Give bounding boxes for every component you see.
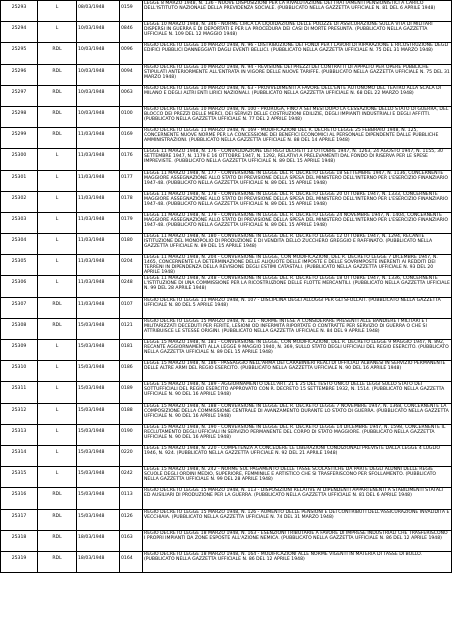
table-row	[1, 403, 452, 424]
row-number-cell: 25316	[1, 488, 38, 509]
row-number-cell: 25310	[1, 361, 38, 382]
act-type-cell: L	[38, 191, 77, 212]
act-number-cell: 0220	[120, 445, 143, 466]
act-date-cell: 10/03/1948	[77, 64, 120, 85]
act-number-cell: 0179	[120, 212, 143, 233]
act-type-cell: RDL	[38, 551, 77, 572]
act-number-cell: 0096	[120, 43, 143, 64]
act-date-cell: 11/03/1948	[77, 170, 120, 191]
row-number-cell: 25297	[1, 85, 38, 106]
row-number-cell: 25306	[1, 276, 38, 297]
row-number-cell: 25301	[1, 170, 38, 191]
row-number-cell: 25314	[1, 445, 38, 466]
table-row	[1, 43, 452, 64]
act-date-cell: 18/03/1948	[77, 530, 120, 551]
act-description-cell: REGIO DECRETO LEGGE 11 MARZO 1948, N. 169 - MODIFICAZIONI DEL R. DECRETO LEGGE 25 FEBBRAIO 1948, N. 125, CONCERNENTE NUOVE NORME PER LA CONCESSIONE DEI BENEFICI ECONOMICI AL PERSONALE DIPENDENTE DALLE PUBBLICHE AMMINISTRAZIONI. (PUBBLICATO NELLA GAZZETTA UFFICIALE N. 88 DEL 14 APRILE 1948)	[143, 128, 452, 149]
act-date-cell: 11/03/1948	[77, 149, 120, 170]
act-type-cell: RDL	[38, 64, 77, 85]
act-date-cell: 08/03/1948	[77, 1, 120, 22]
row-number-cell: 25293	[1, 1, 38, 22]
act-number-cell: 0169	[120, 128, 143, 149]
act-description-cell: LEGGE 11 MARZO 1948, N. 179 - CONVERSIONE IN LEGGE DEL R. DECRETO LEGGE 24 NOVEMBRE 1947, N. 1404, CONCERNENTE MAGGIORE ASSEGNAZIONE ALLO STATO DI PREVISIONE DELLA SPESA DEL MINISTERO DELL'INTERNO PER L'ESERCIZIO FINANZIARIO 1947-48. (PUBBLICATO NELLA GAZZETTA UFFICIALE N. 89 DEL 15 APRILE 1948)	[143, 212, 452, 233]
act-type-cell: L	[38, 170, 77, 191]
row-number-cell: 25294	[1, 22, 38, 43]
act-description-cell: LEGGE 8 MARZO 1948, N. 136 - NUOVE DISPOSIZIONI PER LA RIVALUTAZIONE DEI TRATTAMENTI PENSIONISTICI A CARICO DELL'ISTITUTO NAZIONALE DELLA PREVIDENZA SOCIALE. (PUBBLICATO NELLA GAZZETTA UFFICIALE N. 81 DEL 6 APRILE 1948)	[143, 1, 452, 22]
table-body	[1, 1, 452, 573]
table-row	[1, 255, 452, 276]
row-number-cell: 25296	[1, 64, 38, 85]
act-description-cell: LEGGE 15 MARZO 1948, N. 186 - PASSAGGIO NELL'ARMA DEI CARABINIERI REALI DI UFFICIALI ALBANESI IN SERVIZIO PERMANENTE DELLE ALTRE ARMI DEL REGIO ESERCITO. (PUBBLICATO NELLA GAZZETTA UFFICIALE N. 90 DEL 16 APRILE 1948)	[143, 361, 452, 382]
act-date-cell: 11/03/1948	[77, 276, 120, 297]
table-row	[1, 551, 452, 572]
row-number-cell: 25300	[1, 149, 38, 170]
act-date-cell: 15/03/1948	[77, 382, 120, 403]
act-type-cell: L	[38, 149, 77, 170]
act-type-cell: L	[38, 212, 77, 233]
table-row	[1, 530, 452, 551]
table-row	[1, 509, 452, 530]
act-date-cell: 15/03/1948	[77, 340, 120, 361]
act-description-cell: LEGGE 11 MARZO 1948, N. 176 - CONVALIDAZIONE DEI REGI DECRETI 13 OTTOBRE 1947, N. 1263, 24 AGOSTO 1947, N. 1155, 30 SETTEMBRE 1947, N. 1179 E 16 OTTOBRE 1947, N. 1292, RELATIVI A PRELEVAMENTI DAL FONDO DI RISERVA PER LE SPESE IMPREVISTE. (PUBBLICATO NELLA GAZZETTA UFFICIALE N. 89 DEL 15 APRILE 1948)	[143, 149, 452, 170]
table-row	[1, 234, 452, 255]
act-type-cell: RDL	[38, 509, 77, 530]
act-description-cell: REGIO DECRETO LEGGE 15 MARZO 1948, N. 126 - AUMENTO DELLE PENSIONI E DEI CONTRIBUTI DELL'ASSICURAZIONE INVALIDITÀ E VECCHIAIA. (PUBBLICATO NELLA GAZZETTA UFFICIALE N. 74 DEL 31 MARZO 1948)	[143, 509, 452, 530]
act-number-cell: 0094	[120, 64, 143, 85]
table-row	[1, 64, 452, 85]
table-row	[1, 22, 452, 43]
act-date-cell: 11/03/1948	[77, 297, 120, 318]
act-number-cell: 0159	[120, 1, 143, 22]
act-date-cell: 15/03/1948	[77, 488, 120, 509]
act-type-cell: RDL	[38, 297, 77, 318]
row-number-cell: 25303	[1, 212, 38, 233]
act-description-cell: LEGGE 15 MARZO 1948, N. 189 - AGGIORNAMENTO DELL'ART. 21 E 25 DEL TESTO UNICO DELLE LEGGI SULLO STATO DEI SOTTUFFICIALI DEL REGIO ESERCITO APPROVATO CON R. DECRETO 15 SETTEMBRE 1932, N. 1514. (PUBBLICATO NELLA GAZZETTA UFFICIALE N. 90 DEL 16 APRILE 1948)	[143, 382, 452, 403]
table-row	[1, 1, 452, 22]
act-date-cell: 11/03/1948	[77, 212, 120, 233]
act-type-cell: RDL	[38, 106, 77, 127]
act-date-cell: 11/03/1948	[77, 234, 120, 255]
act-date-cell: 10/03/1948	[77, 22, 120, 43]
table-row	[1, 467, 452, 488]
act-date-cell: 18/03/1948	[77, 551, 120, 572]
act-type-cell: L	[38, 382, 77, 403]
act-date-cell: 15/03/1948	[77, 318, 120, 339]
act-date-cell: 15/03/1948	[77, 361, 120, 382]
row-number-cell: 25305	[1, 255, 38, 276]
table-row	[1, 318, 452, 339]
act-number-cell: 0163	[120, 530, 143, 551]
act-type-cell: RDL	[38, 128, 77, 149]
row-number-cell: 25318	[1, 530, 38, 551]
act-type-cell: L	[38, 424, 77, 445]
row-number-cell: 25304	[1, 234, 38, 255]
table-row	[1, 106, 452, 127]
table-row	[1, 85, 452, 106]
act-description-cell: REGIO DECRETO LEGGE 18 MARZO 1948, N. 163 - ESENZIONI TRIBUTARIE A FAVORE DI IMPRESE INDUSTRIALI CHE TRASFERISCONO I PROPRI IMPIANTI DA ZONE ESPOSTE ALL'AZIONE NEMICA. (PUBBLICATO NELLA GAZZETTA UFFICIALE N. 86 DEL 12 APRILE 1948)	[143, 530, 452, 551]
act-date-cell: 15/03/1948	[77, 424, 120, 445]
act-description-cell: REGIO DECRETO LEGGE 18 MARZO 1948, N. 164 - MODIFICAZIONI ALLE NORME VIGENTI IN MATERIA DI TASSE DI BOLLO. (PUBBLICATO NELLA GAZZETTA UFFICIALE N. 86 DEL 12 APRILE 1948)	[143, 551, 452, 572]
table-row	[1, 149, 452, 170]
act-description-cell: REGIO DECRETO LEGGE 11 MARZO 1948, N. 107 - DISCIPLINA DEGLI ALLOGGI PER GLI SFOLLATI. (PUBBLICATO NELLA GAZZETTA UFFICIALE N. 80 DEL 5 APRILE 1948)	[143, 297, 452, 318]
act-type-cell: L	[38, 361, 77, 382]
table-row	[1, 488, 452, 509]
act-number-cell: 0186	[120, 361, 143, 382]
act-number-cell: 0063	[120, 85, 143, 106]
act-type-cell: RDL	[38, 85, 77, 106]
act-number-cell: 0846	[120, 22, 143, 43]
act-type-cell: L	[38, 255, 77, 276]
act-description-cell: REGIO DECRETO LEGGE 10 MARZO 1948, N. 94 - REVISIONE DEI PREZZI DEI CONTRATTI DI APPALTO PER OPERE PUBBLICHE STIPULATI ANTERIORMENTE ALL'ENTRATA IN VIGORE DELLE NUOVE TARIFFE. (PUBBLICATO NELLA GAZZETTA UFFICIALE N. 75 DEL 31 MARZO 1948)	[143, 64, 452, 85]
act-type-cell: L	[38, 403, 77, 424]
act-number-cell: 0188	[120, 403, 143, 424]
act-number-cell: 0113	[120, 488, 143, 509]
row-number-cell: 25308	[1, 318, 38, 339]
act-type-cell: RDL	[38, 530, 77, 551]
act-number-cell: 0181	[120, 340, 143, 361]
row-number-cell: 25302	[1, 191, 38, 212]
act-number-cell: 0178	[120, 191, 143, 212]
act-number-cell: 0100	[120, 106, 143, 127]
act-description-cell: REGIO DECRETO LEGGE 10 MARZO 1948, N. 96 - DISTRIBUZIONE DEI FONDI PER I LAVORI DI RIPARAZIONE E RICOSTRUZIONE DEGLI EDIFICI PUBBLICI DANNEGGIATI DAGLI EVENTI BELLICI. (PUBBLICATO NELLA GAZZETTA UFFICIALE N. 75 DEL 31 MARZO 1948)	[143, 43, 452, 64]
act-date-cell: 15/03/1948	[77, 403, 120, 424]
act-date-cell: 10/03/1948	[77, 85, 120, 106]
act-description-cell: LEGGE 15 MARZO 1948, N. 220 - COMPETENZA A CONCEDERE LE LIBERAZIONI CONDIZIONALI PREVISTE DALLA LEGGE 4 LUGLIO 1946, N. 924. (PUBBLICATO NELLA GAZZETTA UFFICIALE N. 92 DEL 21 APRILE 1948)	[143, 445, 452, 466]
act-description-cell: LEGGE 11 MARZO 1948, N. 204 - CONVERSIONE IN LEGGE, CON MODIFICAZIONI, DEL R. DECRETO LEGGE 7 DICEMBRE 1947, N. 1465, CONCERNENTE LA DETERMINAZIONE DELLE ALIQUOTE DELLE IMPOSTE E DELLE SOVRIMPOSTE INERENTI AI REDDITI DEI TERRENI IN DIPENDENZA DELLA REVISIONE DEGLI ESTIMI CATASTALI. (PUBBLICATO NELLA GAZZETTA UFFICIALE N. 93 DEL 20 APRILE 1948)	[143, 255, 452, 276]
act-number-cell: 0242	[120, 467, 143, 488]
act-type-cell: L	[38, 276, 77, 297]
act-description-cell: LEGGE 11 MARZO 1948, N. 177 - CONVERSIONE IN LEGGE DEL R. DECRETO LEGGE 18 SETTEMBRE 1947, N. 1136, CONCERNENTE MAGGIORE ASSEGNAZIONE ALLO STATO DI PREVISIONE DELLA SPESA DEL MINISTERO DELL'INTERNO PER L'ESERCIZIO FINANZIARIO 1947-48. (PUBBLICATO NELLA GAZZETTA UFFICIALE N. 89 DEL 15 APRILE 1948)	[143, 170, 452, 191]
table-row	[1, 191, 452, 212]
act-type-cell: L	[38, 340, 77, 361]
table-row	[1, 212, 452, 233]
act-type-cell: L	[38, 467, 77, 488]
table-row	[1, 445, 452, 466]
row-number-cell: 25312	[1, 403, 38, 424]
act-date-cell: 11/03/1948	[77, 191, 120, 212]
table-row	[1, 361, 452, 382]
act-description-cell: LEGGE 15 MARZO 1948, N. 188 - CONVERSIONE IN LEGGE DEL R. DECRETO LEGGE 7 NOVEMBRE 1947, N. 1368, CONCERNENTE LA COMPOSIZIONE DELLA COMMISSIONE CENTRALE DI AVANZAMENTO DURANTE LO STATO DI GUERRA. (PUBBLICATO NELLA GAZZETTA UFFICIALE N. 90 DEL 16 APRILE 1948)	[143, 403, 452, 424]
act-description-cell: REGIO DECRETO LEGGE 15 MARZO 1948, N. 113 - DISPOSIZIONI RELATIVE AI DIPENDENTI APPARTENENTI A STABILIMENTI STATALI ED AUSILIARI DI PRODUZIONE PER LA GUERRA. (PUBBLICATO NELLA GAZZETTA UFFICIALE N. 81 DEL 6 APRILE 1948)	[143, 488, 452, 509]
table-row	[1, 276, 452, 297]
act-date-cell: 11/03/1948	[77, 255, 120, 276]
row-number-cell: 25307	[1, 297, 38, 318]
row-number-cell: 25295	[1, 43, 38, 64]
act-description-cell: LEGGE 15 MARZO 1948, N. 181 - CONVERSIONE IN LEGGE, CON MODIFICAZIONI, DEL R. DECRETO LEGGE 9 MAGGIO 1947, N. 892, RECANTE AGGIORNAMENTI ALLA LEGGE 9 MAGGIO 1940, N. 369, SULLO STATO DEGLI UFFICIALI DEL REGIO ESERCITO. (PUBBLICATO NELLA GAZZETTA UFFICIALE N. 89 DEL 15 APRILE 1948)	[143, 340, 452, 361]
act-number-cell: 0204	[120, 255, 143, 276]
act-description-cell: LEGGE 11 MARZO 1948, N. 180 - CONVERSIONE IN LEGGE DEL R. DECRETO LEGGE 12 OTTOBRE 1947, N. 1294, RECANTE ISTITUZIONE DEL MONOPOLIO DI PRODUZIONE E DI VENDITA DELLO ZUCCHERO GREGGIO E RAFFINATO. (PUBBLICATO NELLA GAZZETTA UFFICIALE N. 89 DEL 15 APRILE 1948)	[143, 234, 452, 255]
act-type-cell: L	[38, 1, 77, 22]
act-type-cell: L	[38, 22, 77, 43]
act-date-cell: 11/03/1948	[77, 128, 120, 149]
table-row	[1, 128, 452, 149]
act-type-cell: RDL	[38, 43, 77, 64]
act-type-cell: RDL	[38, 318, 77, 339]
act-number-cell: 0176	[120, 149, 143, 170]
act-number-cell: 0180	[120, 234, 143, 255]
act-number-cell: 0121	[120, 318, 143, 339]
act-description-cell: LEGGE 10 MARZO 1948, N. 346 - NORME CIRCA LA LIQUIDAZIONE DELLE POLIZZE DI ASSICURAZIONE SULLA VITA DI MILITARI DISPERSI IN GUERRA E DI DEPORTATI E PER LA PROCEDURA DEI CASI DI MORTE PRESUNTA. (PUBBLICATO NELLA GAZZETTA UFFICIALE N. 109 DEL 12 MAGGIO 1948)	[143, 22, 452, 43]
act-type-cell: RDL	[38, 488, 77, 509]
act-date-cell: 15/03/1948	[77, 445, 120, 466]
table-row	[1, 340, 452, 361]
act-type-cell: L	[38, 445, 77, 466]
row-number-cell: 25309	[1, 340, 38, 361]
act-number-cell: 0164	[120, 551, 143, 572]
act-number-cell: 0177	[120, 170, 143, 191]
act-date-cell: 10/03/1948	[77, 43, 120, 64]
act-number-cell: 0107	[120, 297, 143, 318]
act-description-cell: LEGGE 15 MARZO 1948, N. 242 - NORME SUL PAGAMENTO DELLE TASSE SCOLASTICHE DA PARTE DEGLI ALUNNI DELLE REGIE SCUOLE DEGLI ORDINI MEDIO, SUPERIORE, FEMMINILE E ARTISTICO CHE SI TRASFERISCONO PER SFOLLAMENTO. (PUBBLICATO NELLA GAZZETTA UFFICIALE N. 99 DEL 28 APRILE 1948)	[143, 467, 452, 488]
act-description-cell: REGIO DECRETO LEGGE 10 MARZO 1948, N. 63 - PROVVEDIMENTI A FAVORE DELL'ENTE AUTONOMO DEL TEATRO ALLA SCALA DI MILANO E DEGLI ALTRI ENTI LIRICI NAZIONALI. (PUBBLICATO NELLA GAZZETTA UFFICIALE N. 68 DEL 22 MARZO 1948)	[143, 85, 452, 106]
table-row	[1, 382, 452, 403]
table-row	[1, 424, 452, 445]
act-date-cell: 15/03/1948	[77, 509, 120, 530]
row-number-cell: 25299	[1, 128, 38, 149]
act-description-cell: LEGGE 11 MARZO 1948, N. 178 - CONVERSIONE IN LEGGE DEL R. DECRETO LEGGE 20 OTTOBRE 1947, N. 1333, CONCERNENTE MAGGIORE ASSEGNAZIONE ALLO STATO DI PREVISIONE DELLA SPESA DEL MINISTERO DELL'INTERNO PER L'ESERCIZIO FINANZIARIO 1947-48. (PUBBLICATO NELLA GAZZETTA UFFICIALE N. 89 DEL 15 APRILE 1948)	[143, 191, 452, 212]
act-description-cell: REGIO DECRETO LEGGE 10 MARZO 1948, N. 100 - PROROGA, FINO A SEI MESI DOPO LA CESSAZIONE DELLO STATO DI GUERRA, DEL BLOCCO DEI PREZZI DELLE MERCI, DEI SERVIZI DELLE COSTRUZIONI EDILIZIE, DEGLI IMPIANTI INDUSTRIALI E DEGLI AFFITTI. (PUBBLICATO NELLA GAZZETTA UFFICIALE N. 77 DEL 2 APRILE 1948)	[143, 106, 452, 127]
row-number-cell: 25319	[1, 551, 38, 572]
act-number-cell: 0190	[120, 424, 143, 445]
act-description-cell: LEGGE 15 MARZO 1948, N. 190 - CONVERSIONE IN LEGGE DEL R. DECRETO LEGGE 14 DICEMBRE 1947, N. 1598, CONCERNENTE IL RECLUTAMENTO DEGLI UFFICIALI IN SERVIZIO PERMANENTE DEL CORPO DI STATO MAGGIORE. (PUBBLICATO NELLA GAZZETTA UFFICIALE N. 90 DEL 16 APRILE 1948)	[143, 424, 452, 445]
act-date-cell: 10/03/1948	[77, 106, 120, 127]
table-row	[1, 297, 452, 318]
row-number-cell: 25298	[1, 106, 38, 127]
act-number-cell: 0126	[120, 509, 143, 530]
table-row	[1, 170, 452, 191]
act-description-cell: REGIO DECRETO LEGGE 15 MARZO 1948, N. 121 - NORME INTESE A CONSIDERARE PRESENTI ALLE BANDIERE I MILITARI E I MILITARIZZATI DECEDUTI PER FERITE, LESIONI OD INFERMITÀ RIPORTATE O CONTRATTE PER SERVIZIO DI GUERRA O CHE SI ATTRIBUISCE LE STESSE ORIGINI. (PUBBLICATO NELLA GAZZETTA UFFICIALE N. 84 DEL 9 APRILE 1948)	[143, 318, 452, 339]
act-number-cell: 0248	[120, 276, 143, 297]
act-date-cell: 15/03/1948	[77, 467, 120, 488]
row-number-cell: 25311	[1, 382, 38, 403]
act-description-cell: LEGGE 11 MARZO 1948, N. 248 - CONVERSIONE IN LEGGE DEL R. DECRETO LEGGE 18 OTTOBRE 1947, N. 1336, CONCERNENTE L'ISTITUZIONE DI UNA COMMISSIONE PER LA RICOSTRUZIONE DELLE FLOTTE MERCANTILI. (PUBBLICATO NELLA GAZZETTA UFFICIALE N. 99 DEL 28 APRILE 1948)	[143, 276, 452, 297]
row-number-cell: 25317	[1, 509, 38, 530]
row-number-cell: 25315	[1, 467, 38, 488]
row-number-cell: 25313	[1, 424, 38, 445]
act-number-cell: 0189	[120, 382, 143, 403]
act-type-cell: L	[38, 234, 77, 255]
